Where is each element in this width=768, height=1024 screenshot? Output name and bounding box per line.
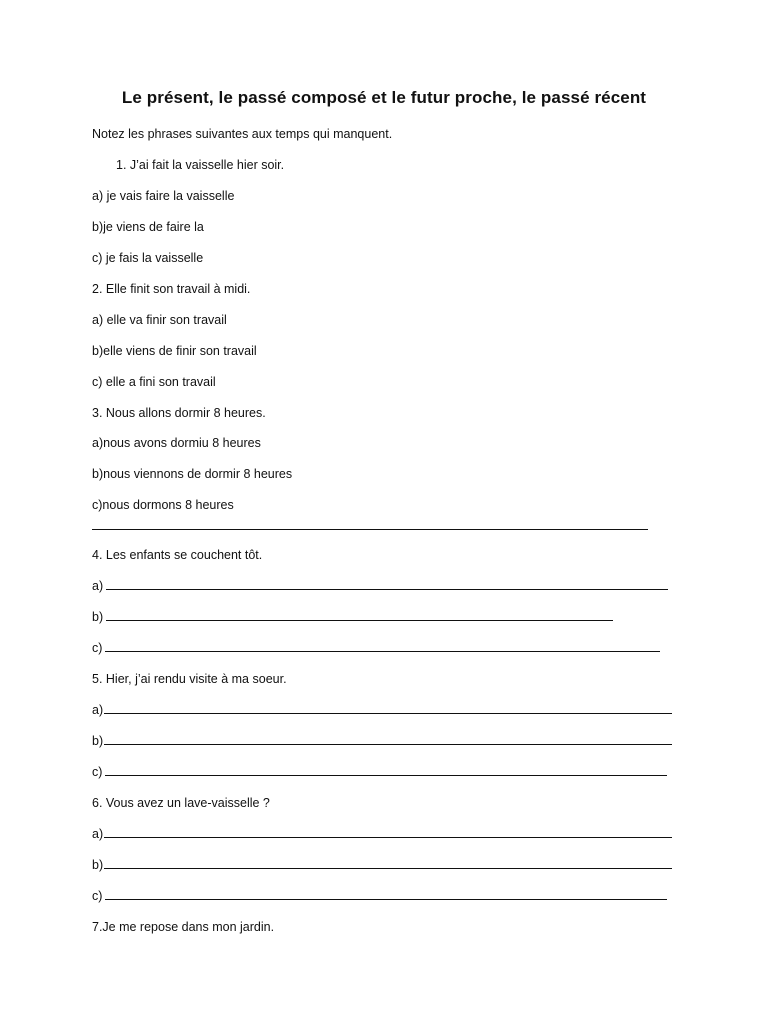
exercise-1-prompt: 1. J’ai fait la vaisselle hier soir. — [116, 158, 285, 172]
answer-label: c) — [92, 765, 103, 779]
exercise-2-prompt: 2. Elle finit son travail à midi. — [92, 282, 251, 296]
exercise-5-prompt: 5. Hier, j’ai rendu visite à ma soeur. — [92, 672, 287, 686]
answer-label: a) — [92, 827, 104, 841]
exercise-6-answer-a[interactable] — [92, 826, 672, 842]
page-title: Le présent, le passé composé et le futur proche, le passé récent — [121, 88, 647, 107]
section-divider — [92, 529, 648, 530]
answer-blank-line[interactable] — [106, 578, 668, 590]
exercise-5-answer-a[interactable] — [92, 702, 672, 718]
exercise-6-prompt: 6. Vous avez un lave-vaisselle ? — [92, 796, 270, 810]
exercise-4-answer-c[interactable] — [92, 640, 660, 656]
exercise-2-answer-a: a) elle va finir son travail — [92, 313, 227, 327]
answer-blank-line[interactable] — [104, 826, 672, 838]
answer-blank-line[interactable] — [105, 640, 660, 652]
exercise-4-answer-b[interactable] — [92, 609, 613, 625]
exercise-2-answer-b: b)elle viens de finir son travail — [92, 344, 257, 358]
instruction-text: Notez les phrases suivantes aux temps qui manquent. — [92, 127, 393, 141]
exercise-3-answer-c: c)nous dormons 8 heures — [92, 498, 234, 512]
answer-label: a) — [92, 579, 104, 593]
answer-blank-line[interactable] — [105, 764, 667, 776]
exercise-4-answer-a[interactable] — [92, 578, 668, 594]
answer-label: c) — [92, 641, 103, 655]
exercise-3-prompt: 3. Nous allons dormir 8 heures. — [92, 406, 266, 420]
exercise-7-prompt: 7.Je me repose dans mon jardin. — [92, 920, 275, 934]
exercise-2-answer-c: c) elle a fini son travail — [92, 375, 216, 389]
exercise-1-answer-c: c) je fais la vaisselle — [92, 251, 204, 265]
exercise-3-answer-b: b)nous viennons de dormir 8 heures — [92, 467, 293, 481]
answer-label: a) — [92, 703, 104, 717]
answer-label: b) — [92, 858, 104, 872]
answer-label: b) — [92, 610, 104, 624]
exercise-5-answer-b[interactable] — [92, 733, 672, 749]
exercise-1-answer-a: a) je vais faire la vaisselle — [92, 189, 235, 203]
answer-blank-line[interactable] — [104, 857, 672, 869]
answer-label: b) — [92, 734, 104, 748]
answer-blank-line[interactable] — [105, 888, 667, 900]
answer-blank-line[interactable] — [106, 609, 613, 621]
answer-label: c) — [92, 889, 103, 903]
answer-blank-line[interactable] — [104, 733, 672, 745]
exercise-3-answer-a: a)nous avons dormiu 8 heures — [92, 436, 261, 450]
answer-blank-line[interactable] — [104, 702, 672, 714]
exercise-4-prompt: 4. Les enfants se couchent tôt. — [92, 548, 263, 562]
exercise-6-answer-b[interactable] — [92, 857, 672, 873]
exercise-5-answer-c[interactable] — [92, 764, 667, 780]
exercise-6-answer-c[interactable] — [92, 888, 667, 904]
exercise-1-answer-b: b)je viens de faire la — [92, 220, 204, 234]
